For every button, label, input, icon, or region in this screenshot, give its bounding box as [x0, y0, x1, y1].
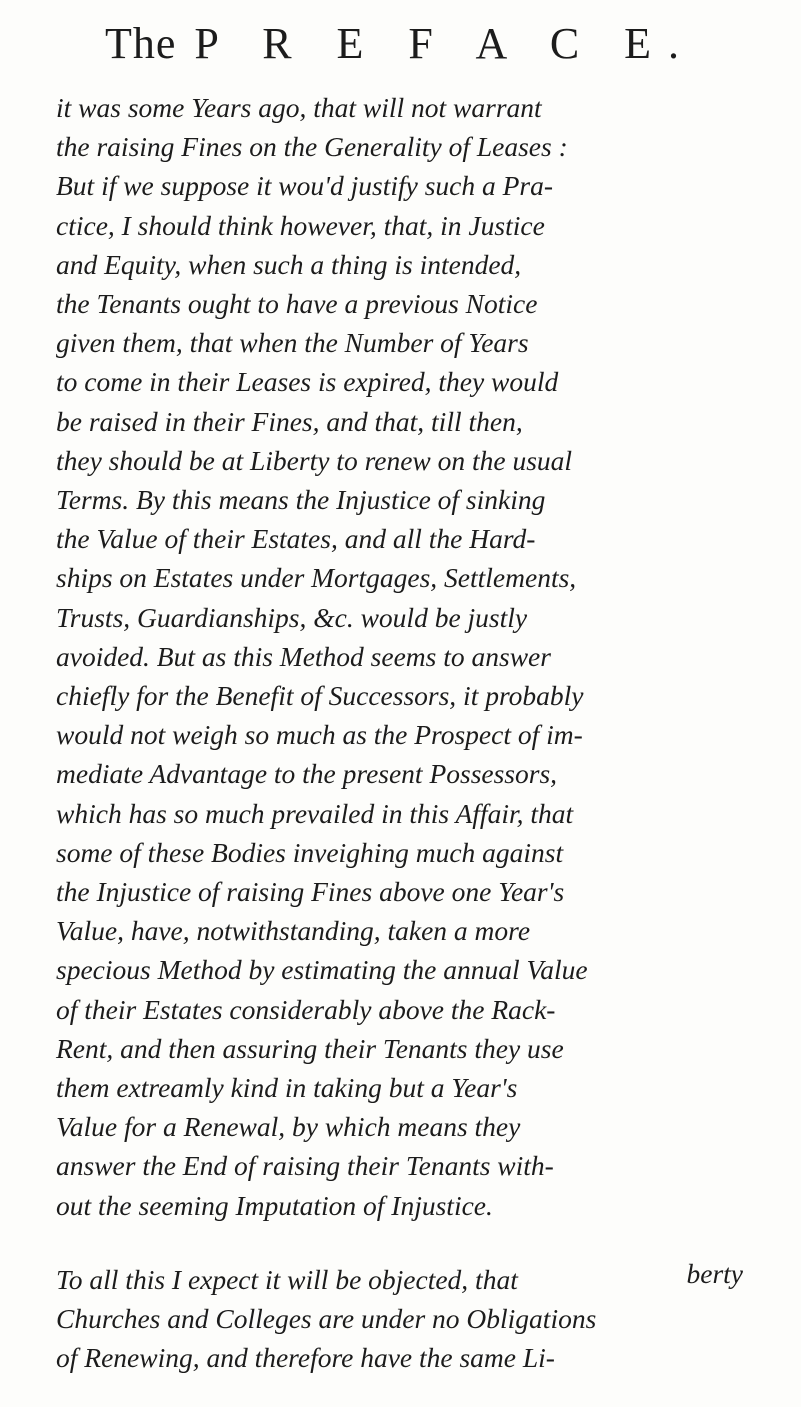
paragraph-1: it was some Years ago, that will not warrant the raising Fines on the Generality of Leases : But if we suppose it wou'd justify such a Pra- ctice, I should think however, that, in Justice and Equity, when such a thing is intended, the Tenants ought to have a previous Notice given them, that when the Number of Years to come in their Leases is expired, they would be raised in their Fines, and that, till then, they should be at Liberty to renew on the usual Terms. By this means the Injustice of sinking the Value of their Estates, and all the Hard- ships on Estates under Mortgages, Settlements, Trusts, Guardianships, &c. would be justly avoided. But as this Method seems to answer chiefly for the Benefit of Successors, it probably would not weigh so much as the Prospect of im- mediate Advantage to the present Possessors, which has so much prevailed in this Affair, that some of these Bodies inveighing much against the Injustice of raising Fines above one Year's Value, have, notwithstanding, taken a more specious Method by estimating the annual Value of their Estates considerably above the Rack- Rent, and then assuring their Tenants they use them extreamly kind in taking but a Year's Value for a Renewal, by which means they answer the End of raising their Tenants with- out the seeming Imputation of Injustice. — [56, 92, 588, 1221]
running-head-title: P R E F A C E. — [194, 19, 697, 68]
catchword: berty — [686, 1258, 743, 1289]
running-head — [0, 18, 801, 70]
paragraph-2: To all this I expect it will be objected, that Churches and Colleges are under no Obligations of Renewing, and therefore have the same Li- — [56, 1263, 597, 1374]
running-head-the: The — [104, 19, 177, 68]
body-text — [56, 88, 746, 1378]
